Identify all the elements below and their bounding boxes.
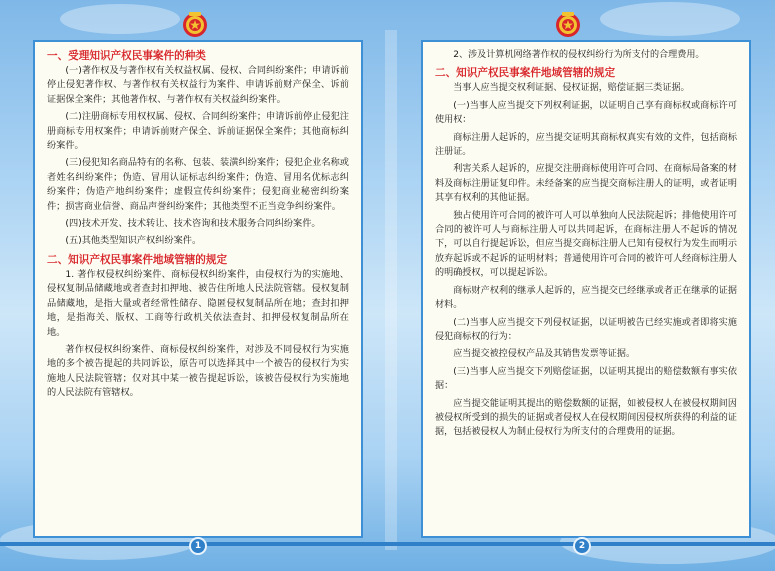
paragraph: 商标财产权利的继承人起诉的，应当提交已经继承或者正在继承的证据材料。 — [435, 285, 737, 311]
paragraph: (三)当事人应当提交下列赔偿证据，以证明其提出的赔偿数额有事实依据： — [435, 366, 737, 392]
bottom-bar — [0, 542, 775, 546]
section-heading-case-types: 一、受理知识产权民事案件的种类 — [47, 50, 206, 62]
cloud-decoration — [60, 4, 180, 34]
paragraph: 独占使用许可合同的被许可人可以单独向人民法院起诉；排他使用许可合同的被许可人与商标注册人可以共同起诉，在商标注册人不起诉的情况下，可以自行提起诉讼，但应当提交商标注册人已知有侵权行为发生而明示放弃起诉或不起诉的证明材料；普通使用许可合同的被许可人经商标注册人的明确授权，可以提起诉讼。 — [435, 210, 737, 279]
paragraph: (五)其他类型知识产权纠纷案件。 — [65, 235, 202, 247]
paragraph: 利害关系人起诉的，应提交注册商标使用许可合同、在商标局备案的材料及商标注册证复印件。未经备案的应当提交商标注册人的证明，或者证明其享有权利的其他证据。 — [435, 164, 737, 204]
paragraph: (二)注册商标专用权权属、侵权、合同纠纷案件；申请诉前停止侵犯注册商标专用权案件；申请诉前财产保全、诉前证据保全案件；其他商标纠纷案件。 — [47, 111, 349, 152]
court-emblem-icon — [180, 9, 210, 39]
page-number-badge: 2 — [573, 537, 591, 555]
paragraph: 当事人应当提交权利证据、侵权证据，赔偿证据三类证据。 — [453, 83, 690, 94]
section-heading-jurisdiction: 二、知识产权民事案件地域管辖的规定 — [47, 253, 228, 266]
page-number-badge: 1 — [189, 537, 207, 555]
section-heading-jurisdiction: 二、知识产权民事案件地域管辖的规定 — [435, 67, 616, 80]
paragraph: (三)侵犯知名商品特有的名称、包装、装潢纠纷案件；侵犯企业名称或者姓名纠纷案件；伪造、冒用认证标志纠纷案件；伪造、冒用名优标志纠纷案件；伪造产地纠纷案件；虚假宣传纠纷案件；侵犯商业秘密纠纷案件；损害商业信誉、商品声誉纠纷案件；其他类型不正当竞争纠纷案件。 — [47, 157, 349, 212]
court-emblem-icon — [553, 9, 583, 39]
paragraph: (四)技术开发、技术转让、技术咨询和技术服务合同纠纷案件。 — [65, 218, 321, 230]
intro-paragraph: 2、涉及计算机网络著作权的侵权纠纷行为所支付的合理费用。 — [453, 50, 705, 60]
paragraph: (一)当事人应当提交下列权利证据，以证明自己享有商标权或商标许可使用权： — [435, 100, 737, 126]
paragraph: 著作权侵权纠纷案件、商标侵权纠纷案件，对涉及不同侵权行为实施地的多个被告提起的共同诉讼，原告可以选择其中一个被告的侵权行为实施地人民法院管辖；仅对其中某一被告提起诉讼，该被告侵权行为实施地的人民法院有管辖权。 — [47, 343, 349, 399]
paragraph: (一)著作权及与著作权有关权益权属、侵权、合同纠纷案件；申请诉前停止侵犯著作权、与著作权有关权益行为案件、申请诉前财产保全、诉前证据保全案件；其他著作权、与著作权有关权益纠纷案件。 — [47, 65, 349, 105]
page-gutter — [385, 30, 397, 550]
paragraph: 1. 著作权侵权纠纷案件、商标侵权纠纷案件，由侵权行为的实施地、侵权复制品储藏地或者查封扣押地、被告住所地人民法院管辖。侵权复制品储藏地，是指大量或者经常性储存、隐匿侵权复制品所在地；查封扣押地，是指海关、版权、工商等行政机关依法查封、扣押侵权复制品所在地。 — [47, 268, 349, 338]
paragraph: (二)当事人应当提交下列侵权证据，以证明被告已经实施或者即将实施侵犯商标权的行为： — [435, 317, 737, 342]
paragraph: 应当提交被控侵权产品及其销售发票等证据。 — [453, 349, 636, 360]
paragraph: 商标注册人起诉的，应当提交证明其商标权真实有效的文件，包括商标注册证。 — [435, 132, 737, 158]
left-page — [33, 40, 363, 538]
cloud-decoration — [600, 2, 740, 36]
paragraph: 应当提交能证明其提出的赔偿数额的证据，如被侵权人在被侵权期间因被侵权所受到的损失的证据或者侵权人在侵权期间因侵权所获得的利益的证据，包括被侵权人为制止侵权行为所支付的合理费用的证据。 — [435, 398, 737, 438]
right-page — [421, 40, 751, 538]
